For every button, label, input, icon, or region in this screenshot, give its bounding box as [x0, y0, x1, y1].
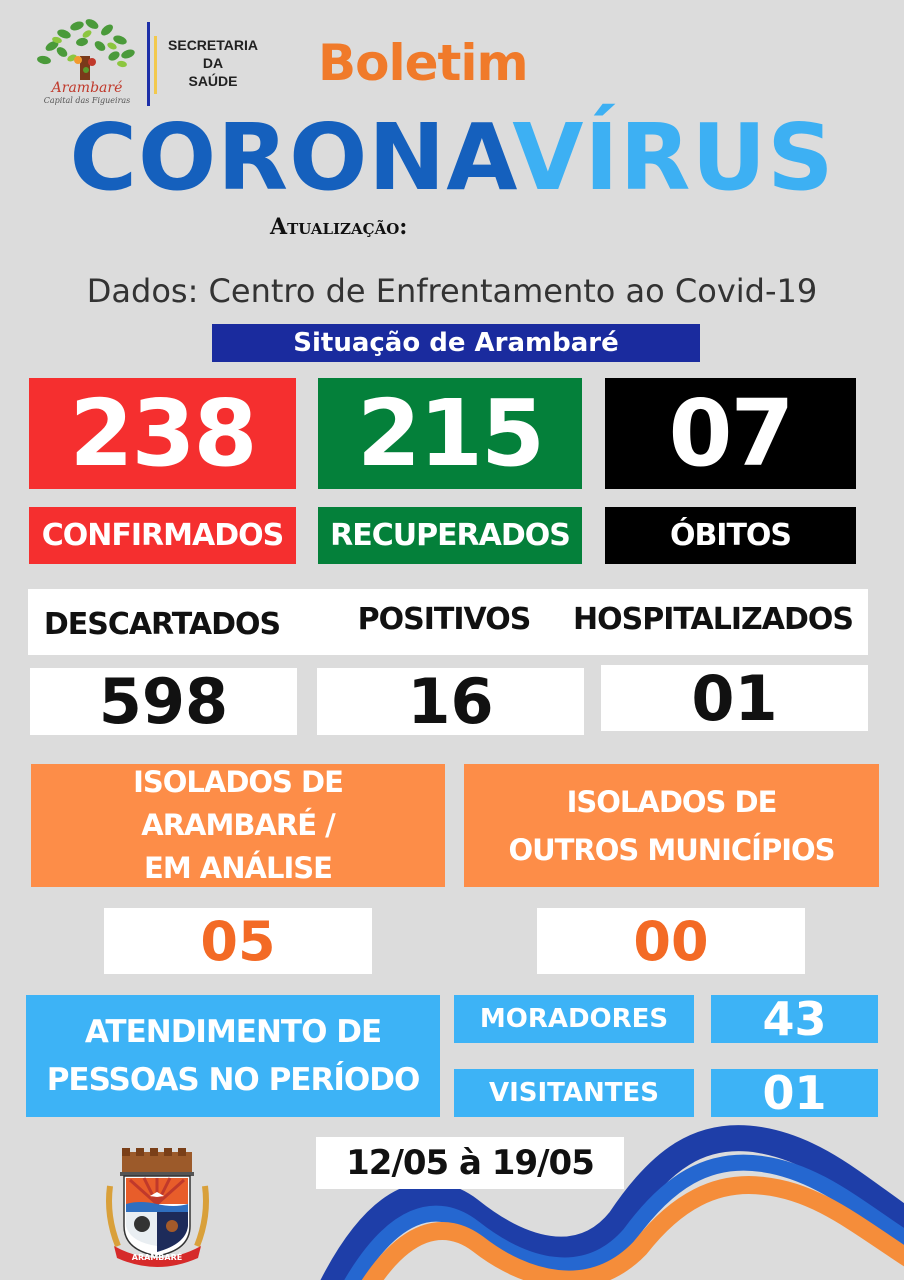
- situation-banner: Situação de Arambaré: [212, 324, 700, 362]
- data-source: Dados: Centro de Enfrentamento ao Covid-19: [86, 272, 818, 310]
- hospitalized-count: 01: [601, 665, 868, 731]
- isolated-other-label: [464, 764, 879, 887]
- logo-divider: [147, 22, 150, 106]
- isolated-other-line-2: OUTROS MUNICÍPIOS: [508, 832, 835, 867]
- isolated-arambare-line-2: ARAMBARÉ /: [141, 808, 335, 842]
- isolated-arambare-line-1: ISOLADOS DE: [133, 765, 343, 799]
- secretaria-line-3: SAÚDE: [188, 73, 238, 89]
- discarded-count: 598: [30, 668, 297, 735]
- municipal-coat-of-arms-icon: [100, 1146, 215, 1268]
- recovered-label: RECUPERADOS: [318, 507, 582, 564]
- isolated-arambare-line-3: EM ANÁLISE: [144, 851, 332, 885]
- deaths-label: ÓBITOS: [605, 507, 856, 564]
- visitors-count: 01: [711, 1069, 878, 1117]
- title-virus: VÍRUS: [512, 104, 835, 211]
- visitors-label: VISITANTES: [454, 1069, 694, 1117]
- page-title: [0, 104, 904, 211]
- secretaria-label: [158, 36, 268, 90]
- svg-text:ARAMBARÉ: ARAMBARÉ: [131, 1253, 183, 1262]
- discarded-label: DESCARTADOS: [43, 606, 281, 642]
- svg-text:Arambaré: Arambaré: [51, 80, 123, 96]
- residents-label: MORADORES: [454, 995, 694, 1043]
- isolated-arambare-count: 05: [104, 908, 372, 974]
- attendance-label: [26, 995, 440, 1117]
- residents-count: 43: [711, 995, 878, 1043]
- confirmed-count: 238: [29, 378, 296, 489]
- isolated-other-count: 00: [537, 908, 805, 974]
- confirmed-label: CONFIRMADOS: [29, 507, 296, 564]
- update-label: Atualização:: [270, 214, 408, 240]
- title-corona: CORONA: [69, 104, 513, 211]
- period-label: 12/05 à 19/05: [316, 1137, 624, 1189]
- arambare-tree-logo-icon: [32, 16, 142, 106]
- svg-text:Capital das Figueiras: Capital das Figueiras: [43, 96, 131, 105]
- deaths-count: 07: [605, 378, 856, 489]
- attendance-line-1: ATENDIMENTO DE: [84, 1014, 382, 1050]
- positives-label: POSITIVOS: [357, 601, 531, 637]
- boletim-heading: Boletim: [318, 34, 528, 92]
- recovered-count: 215: [318, 378, 582, 489]
- hospitalized-label: HOSPITALIZADOS: [573, 601, 853, 637]
- secretaria-line-1: SECRETARIA: [168, 37, 258, 53]
- secretaria-line-2: DA: [202, 55, 224, 71]
- positives-count: 16: [317, 668, 584, 735]
- attendance-line-2: PESSOAS NO PERÍODO: [46, 1062, 420, 1098]
- logo-divider-accent: [154, 36, 157, 94]
- isolated-other-line-1: ISOLADOS DE: [566, 784, 777, 819]
- isolated-arambare-label: [31, 764, 445, 887]
